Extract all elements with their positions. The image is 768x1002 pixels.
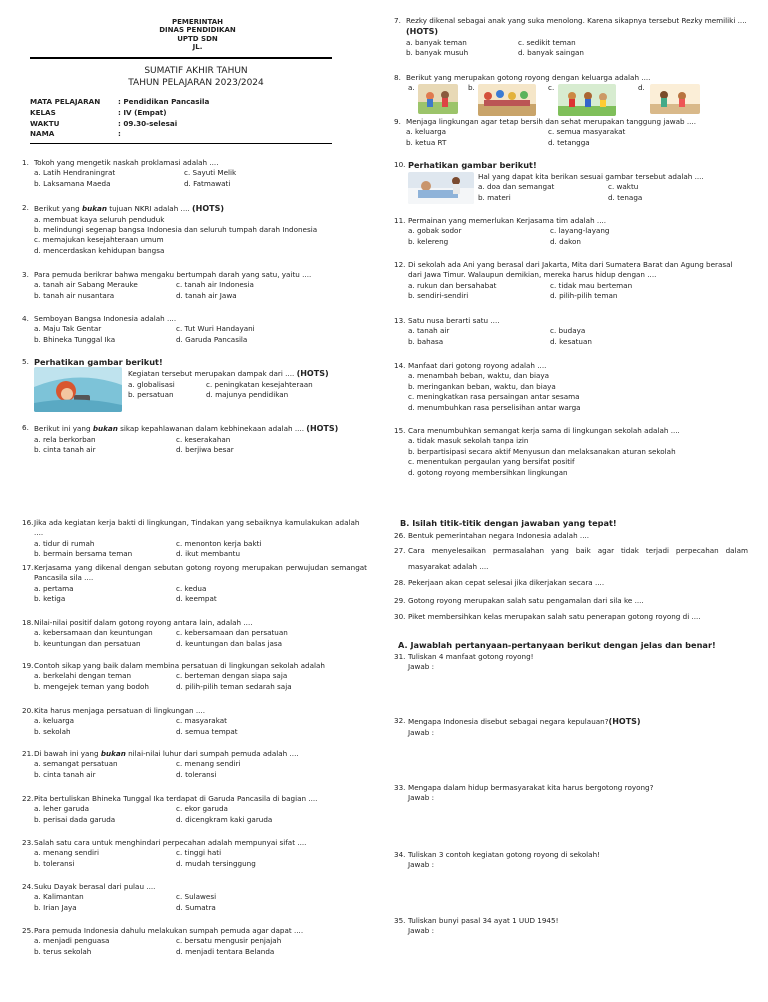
option-c[interactable]: c. Sulawesi <box>176 892 217 902</box>
question-17: 17. Kerjasama yang dikenal dengan sebutan gotong royong merupakan perwujudan semangat Pancasila sila .... a. pertama c. kedua b. ketiga d. keempat <box>22 563 367 604</box>
option-a[interactable]: a. keluarga <box>406 127 447 137</box>
hospital-patient-image <box>408 172 474 204</box>
question-4: 4. Semboyan Bangsa Indonesia adalah .... a. Maju Tak Gentar c. Tut Wuri Handayani b. Bhineka Tunggal Ika d. Garuda Pancasila <box>22 314 255 344</box>
header-line-1: PEMERINTAH <box>171 18 224 26</box>
question-25: 25. Para pemuda Indonesia dahulu melakukan sumpah pemuda agar dapat .... a. menjadi penguasa c. bersatu mengusir penjajah b. terus sekolah d. menjadi tentara Belanda <box>22 926 304 956</box>
option-b[interactable]: b. kelereng <box>408 236 449 246</box>
school-header <box>120 18 275 52</box>
option-a[interactable]: a. menambah beban, waktu, dan biaya <box>408 371 550 381</box>
meta-value: : 09.30-selesai <box>118 118 178 128</box>
option-d[interactable]: d. mencerdaskan kehidupan bangsa <box>34 245 165 255</box>
option-d[interactable]: d. tanah air Jawa <box>176 290 237 300</box>
option-d[interactable]: d. gotong royong membersihkan lingkungan <box>408 467 568 477</box>
header-line-2: DINAS PENDIDIKAN <box>159 26 236 35</box>
question-6: 6. Berikut ini yang bukan sikap kepahlawanan dalam kebhinekaan adalah .... (HOTS) a. rela berkorban c. keserakahan b. cinta tanah air d. berjiwa besar <box>22 423 339 455</box>
option-d[interactable]: d. banyak saingan <box>518 48 584 58</box>
essay-item-31: 31. Tuliskan 4 manfaat gotong royong! Jawab : <box>394 652 748 673</box>
option-a[interactable]: a. Latih Hendraningrat <box>34 168 116 178</box>
option-c[interactable]: c. meningkatkan rasa persaingan antar sesama <box>408 392 580 402</box>
option-a[interactable]: a. berkelahi dengan teman <box>34 671 132 681</box>
question-2: 2. Berikut yang bukan tujuan NKRI adalah .... (HOTS) a. membuat kaya seluruh penduduk b. melindungi segenap bangsa Indonesia dan seluruh tumpah darah Indonesia c. memajukan kesejahteraan umum d. mencerdaskan kehidupan bangsa <box>22 203 362 256</box>
option-b[interactable]: b. <box>468 83 475 92</box>
option-a[interactable]: a. gobak sodor <box>408 226 462 236</box>
question-20: 20. Kita harus menjaga persatuan di lingkungan .... a. keluarga c. masyarakat b. sekolah d. semua tempat <box>22 706 238 736</box>
question-5-body: Kegiatan tersebut merupakan dampak dari .... (HOTS) a. globalisasi c. peningkatan kesejahteraan b. persatuan d. majunya pendidikan <box>128 369 329 400</box>
answer-label: Jawab : <box>408 662 435 672</box>
essay-item-35: 35. Tuliskan bunyi pasal 34 ayat 1 UUD 1945! Jawab : <box>394 916 748 937</box>
section-b-title: B. Isilah titik-titik dengan jawaban yang tepat! <box>400 518 617 528</box>
header-line-3: UPTD SDN <box>177 34 218 43</box>
fill-item-28: 28. Pekerjaan akan cepat selesai jika dikerjakan secara .... <box>394 578 605 587</box>
essay-item-33: 33. Mengapa dalam hidup bermasyarakat kita harus bergotong royong? Jawab : <box>394 783 748 804</box>
fill-item-26: 26. Bentuk pemerintahan negara Indonesia adalah .... <box>394 531 590 540</box>
question-5: 5. Perhatikan gambar berikut! <box>22 357 163 367</box>
option-d[interactable]: d. menjadi tentara Belanda <box>176 946 275 956</box>
option-d[interactable]: d. toleransi <box>176 769 217 779</box>
option-c[interactable]: c. menentukan pergaulan yang bersifat positif <box>408 457 575 467</box>
option-c[interactable]: c. waktu <box>608 182 639 192</box>
option-d[interactable]: d. Garuda Pancasila <box>176 334 248 344</box>
answer-label: Jawab : <box>408 860 435 870</box>
option-a[interactable]: a. Maju Tak Gentar <box>34 324 102 334</box>
option-c[interactable]: c. masyarakat <box>176 716 227 726</box>
family-activity-image-d <box>650 84 700 114</box>
option-b[interactable]: b. keuntungan dan persatuan <box>34 638 141 648</box>
question-10: 10. Perhatikan gambar berikut! <box>394 160 537 170</box>
option-b[interactable]: b. Bhineka Tunggal Ika <box>34 334 116 344</box>
question-18: 18. Nilai-nilai positif dalam gotong royong antara lain, adalah .... a. kebersamaan dan keuntungan c. kebersamaan dan persatuan b. keuntungan dan persatuan d. keuntungan dan balas jasa <box>22 618 288 648</box>
option-d[interactable]: d. kesatuan <box>550 336 592 346</box>
option-c[interactable]: c. memajukan kesejahteraan umum <box>34 235 164 245</box>
option-d[interactable]: d. dakon <box>550 236 581 246</box>
question-22: 22. Pita bertuliskan Bhineka Tunggal Ika terdapat di Garuda Pancasila di bagian .... a. leher garuda c. ekor garuda b. perisai dada garuda d. dicengkram kaki garuda <box>22 794 318 824</box>
option-d[interactable]: d. <box>638 83 645 92</box>
fill-item-29: 29. Gotong royong merupakan salah satu pengamalan dari sila ke .... <box>394 596 644 605</box>
option-c[interactable]: c. menang sendiri <box>176 759 241 769</box>
meta-label: NAMA <box>30 129 55 139</box>
option-d[interactable]: d. tenaga <box>608 192 643 202</box>
option-a[interactable]: a. leher garuda <box>34 804 90 814</box>
option-d[interactable]: d. keempat <box>176 594 217 604</box>
option-a[interactable]: a. menjadi penguasa <box>34 936 110 946</box>
question-8: 8. Berikut yang merupakan gotong royong dengan keluarga adalah .... <box>394 73 651 82</box>
essay-item-34: 34. Tuliskan 3 contoh kegiatan gotong royong di sekolah! Jawab : <box>394 850 748 871</box>
option-d[interactable]: d. Fatmawati <box>184 178 231 188</box>
question-7: 7. Rezky dikenal sebagai anak yang suka menolong. Karena sikapnya tersebut Rezky memiliki .... (HOTS) a. banyak teman c. sedikit teman b. banyak musuh d. banyak saingan <box>394 16 747 58</box>
option-b[interactable]: b. berpartisipasi secara aktif Menyusun dan melaksanakan aturan sekolah <box>408 446 676 456</box>
option-d[interactable]: d. dicengkram kaki garuda <box>176 814 273 824</box>
option-b[interactable]: b. banyak musuh <box>406 48 469 58</box>
option-b[interactable]: b. sekolah <box>34 726 71 736</box>
option-c[interactable]: c. <box>548 83 555 92</box>
option-c[interactable]: c. Sayuti Melik <box>184 168 237 178</box>
header-rule <box>30 57 332 59</box>
question-19: 19. Contoh sikap yang baik dalam membina persatuan di lingkungan sekolah adalah a. berkelahi dengan teman c. berteman dengan siapa saja b. mengejek teman yang bodoh d. pilih-pilih teman sedarah saja <box>22 661 325 691</box>
option-c[interactable]: c. menonton kerja bakti <box>176 538 262 548</box>
option-c[interactable]: c. budaya <box>550 326 586 336</box>
option-d[interactable]: d. mudah tersinggung <box>176 858 256 868</box>
essay-item-32: 32. Mengapa Indonesia disebut sebagai negara kepulauan?(HOTS) Jawab : <box>394 716 748 738</box>
section-c-title: A. Jawablah pertanyaan-pertanyaan berikut dengan jelas dan benar! <box>398 640 716 650</box>
question-24: 24. Suku Dayak berasal dari pulau .... a. Kalimantan c. Sulawesi b. Irian Jaya d. Sumatra <box>22 882 217 912</box>
question-21: 21. Di bawah ini yang bukan nilai-nilai luhur dari sumpah pemuda adalah .... a. semangat persatuan c. menang sendiri b. cinta tanah air d. toleransi <box>22 749 299 779</box>
meta-label: KELAS <box>30 107 56 117</box>
question-3: 3. Para pemuda berikrar bahwa mengaku bertumpah darah yang satu, yaitu .... a. tanah air Sabang Merauke c. tanah air Indonesia b. tanah air nusantara d. tanah air Jawa <box>22 270 312 300</box>
question-11: 11. Permainan yang memerlukan Kerjasama tim adalah .... a. gobak sodor c. layang-layang b. kelereng d. dakon <box>394 216 610 246</box>
option-b[interactable]: b. bermain bersama teman <box>34 549 133 559</box>
option-d[interactable]: d. Sumatra <box>176 902 216 912</box>
option-c[interactable]: c. kebersamaan dan persatuan <box>176 628 288 638</box>
option-d[interactable]: d. menumbuhkan rasa perselisihan antar warga <box>408 402 581 412</box>
option-b[interactable]: b. cinta tanah air <box>34 769 96 779</box>
option-a[interactable]: a. semangat persatuan <box>34 759 118 769</box>
exam-title-line-1: SUMATIF AKHIR TAHUN <box>144 66 248 76</box>
option-b[interactable]: b. terus sekolah <box>34 946 92 956</box>
option-a[interactable]: a. Kalimantan <box>34 892 84 902</box>
option-a[interactable]: a. tanah air <box>408 326 450 336</box>
option-a[interactable]: a. kebersamaan dan keuntungan <box>34 628 153 638</box>
question-23: 23. Salah satu cara untuk menghindari perpecahan adalah mempunyai sifat .... a. menang sendiri c. tinggi hati b. toleransi d. mudah tersinggung <box>22 838 307 868</box>
option-a[interactable]: a. rela berkorban <box>34 434 96 444</box>
option-d[interactable]: d. keuntungan dan balas jasa <box>176 638 283 648</box>
question-12: 12. Di sekolah ada Ani yang berasal dari Jakarta, Mita dari Sumatera Barat dan Agung berasal dari Jawa Timur. Walaupun demikian, mereka harus hidup dengan .... a. rukun dan bersahabat c. tidak mau berteman b. sendiri-sendiri d. pilih-pilih teman <box>394 260 733 301</box>
option-b[interactable]: b. tanah air nusantara <box>34 290 115 300</box>
family-activity-image-b <box>478 84 536 116</box>
exam-title-line-2: TAHUN PELAJARAN 2023/2024 <box>128 78 264 89</box>
option-b[interactable]: b. ketiga <box>34 594 66 604</box>
option-d[interactable]: d. pilih-pilih teman sedarah saja <box>176 681 292 691</box>
option-c[interactable]: c. sedikit teman <box>518 38 576 48</box>
option-a[interactable]: a. rukun dan bersahabat <box>408 280 497 290</box>
option-b[interactable]: b. persatuan <box>128 390 174 400</box>
meta-label: WAKTU <box>30 118 60 128</box>
family-activity-image-a <box>418 84 458 114</box>
option-a[interactable]: a. menang sendiri <box>34 848 99 858</box>
option-c[interactable]: c. keserakahan <box>176 434 231 444</box>
question-13: 13. Satu nusa berarti satu .... a. tanah air c. budaya b. bahasa d. kesatuan <box>394 316 592 346</box>
option-c[interactable]: c. semua masyarakat <box>548 127 626 137</box>
option-a[interactable]: a. globalisasi <box>128 379 175 389</box>
option-c[interactable]: c. kedua <box>176 583 207 593</box>
option-d[interactable]: d. berjiwa besar <box>176 445 234 455</box>
option-c[interactable]: c. Tut Wuri Handayani <box>176 324 255 334</box>
option-c[interactable]: c. berteman dengan siapa saja <box>176 671 288 681</box>
option-d[interactable]: d. semua tempat <box>176 726 238 736</box>
child-playing-gadget-image <box>34 367 122 412</box>
option-a[interactable]: a. banyak teman <box>406 38 467 48</box>
family-activity-image-c <box>558 84 616 116</box>
header-line-4: JL. <box>192 43 203 52</box>
option-b[interactable]: b. melindungi segenap bangsa Indonesia dan seluruh tumpah darah Indonesia <box>34 225 318 235</box>
fill-item-30: 30. Piket membersihkan kelas merupakan salah satu penerapan gotong royong di .... <box>394 612 701 621</box>
option-b[interactable]: b. Laksamana Maeda <box>34 178 111 188</box>
option-c[interactable]: c. tinggi hati <box>176 848 222 858</box>
option-a[interactable]: a. membuat kaya seluruh penduduk <box>34 214 165 224</box>
option-b[interactable]: b. materi <box>478 192 511 202</box>
student-meta <box>30 97 330 140</box>
question-15: 15. Cara menumbuhkan semangat kerja sama di lingkungan sekolah adalah .... a. tidak masuk sekolah tanpa izin b. berpartisipasi secara aktif Menyusun dan melaksanakan aturan sekolah c. menentukan pergaulan yang bersifat positif d. gotong royong membersihkan lingkungan <box>394 426 764 478</box>
option-c[interactable]: c. tidak mau berteman <box>550 280 633 290</box>
question-16: 16. Jika ada kegiatan kerja bakti di lingkungan, Tindakan yang sebaiknya kamulakukan adalah .... a. tidur di rumah c. menonton kerja bakti b. bermain bersama teman d. ikut membantu <box>22 518 360 559</box>
fill-item-27: 27. Cara menyelesaikan permasalahan yang baik agar tidak terjadi perpecahan dalam masyarakat adalah .... <box>394 546 748 572</box>
option-b[interactable]: b. toleransi <box>34 858 75 868</box>
nama-field[interactable]: : <box>118 129 121 139</box>
meta-label: MATA PELAJARAN <box>30 97 101 106</box>
option-a[interactable]: a. keluarga <box>34 716 75 726</box>
option-b[interactable]: b. bahasa <box>408 336 444 346</box>
option-c[interactable]: c. ekor garuda <box>176 804 228 814</box>
option-d[interactable]: d. majunya pendidikan <box>206 390 289 400</box>
option-b[interactable]: b. Irian Jaya <box>34 902 77 912</box>
question-1: 1. Tokoh yang mengetik naskah proklamasi adalah .... a. Latih Hendraningrat c. Sayuti Melik b. Laksamana Maeda d. Fatmawati <box>22 158 237 188</box>
answer-label: Jawab : <box>408 727 435 737</box>
option-c[interactable]: c. bersatu mengusir penjajah <box>176 936 282 946</box>
option-a[interactable]: a. <box>408 83 415 92</box>
option-b[interactable]: b. meringankan beban, waktu, dan biaya <box>408 381 556 391</box>
option-d[interactable]: d. ikut membantu <box>176 549 241 559</box>
option-b[interactable]: b. sendiri-sendiri <box>408 291 469 301</box>
option-b[interactable]: b. cinta tanah air <box>34 445 96 455</box>
option-c[interactable]: c. layang-layang <box>550 226 610 236</box>
answer-label: Jawab : <box>408 793 435 803</box>
question-9: 9. Menjaga lingkungan agar tetap bersih dan sehat merupakan tanggung jawab .... a. keluarga c. semua masyarakat b. ketua RT d. tetangga <box>394 117 696 147</box>
option-d[interactable]: d. pilih-pilih teman <box>550 291 618 301</box>
option-a[interactable]: a. tidak masuk sekolah tanpa izin <box>408 436 529 446</box>
meta-value: : Pendidikan Pancasila <box>118 97 210 106</box>
option-b[interactable]: b. ketua RT <box>406 137 447 147</box>
meta-value: : IV (Empat) <box>118 107 167 117</box>
option-a[interactable]: a. tidur di rumah <box>34 538 95 548</box>
option-a[interactable]: a. pertama <box>34 583 74 593</box>
option-c[interactable]: c. tanah air Indonesia <box>176 280 254 290</box>
option-b[interactable]: b. perisai dada garuda <box>34 814 116 824</box>
option-d[interactable]: d. tetangga <box>548 137 590 147</box>
meta-rule <box>30 143 332 144</box>
question-10-body: Hal yang dapat kita berikan sesuai gambar tersebut adalah .... a. doa dan semangat c. waktu b. materi d. tenaga <box>478 172 704 202</box>
option-c[interactable]: c. peningkatan kesejahteraan <box>206 379 313 389</box>
answer-label: Jawab : <box>408 926 435 936</box>
option-a[interactable]: a. tanah air Sabang Merauke <box>34 280 138 290</box>
option-b[interactable]: b. mengejek teman yang bodoh <box>34 681 149 691</box>
exam-title <box>30 65 362 89</box>
question-14: 14. Manfaat dari gotong royong adalah .... a. menambah beban, waktu, dan biaya b. meringankan beban, waktu, dan biaya c. meningkatkan rasa persaingan antar sesama d. menumbuhkan rasa perselisihan antar warga <box>394 361 764 413</box>
option-a[interactable]: a. doa dan semangat <box>478 182 555 192</box>
